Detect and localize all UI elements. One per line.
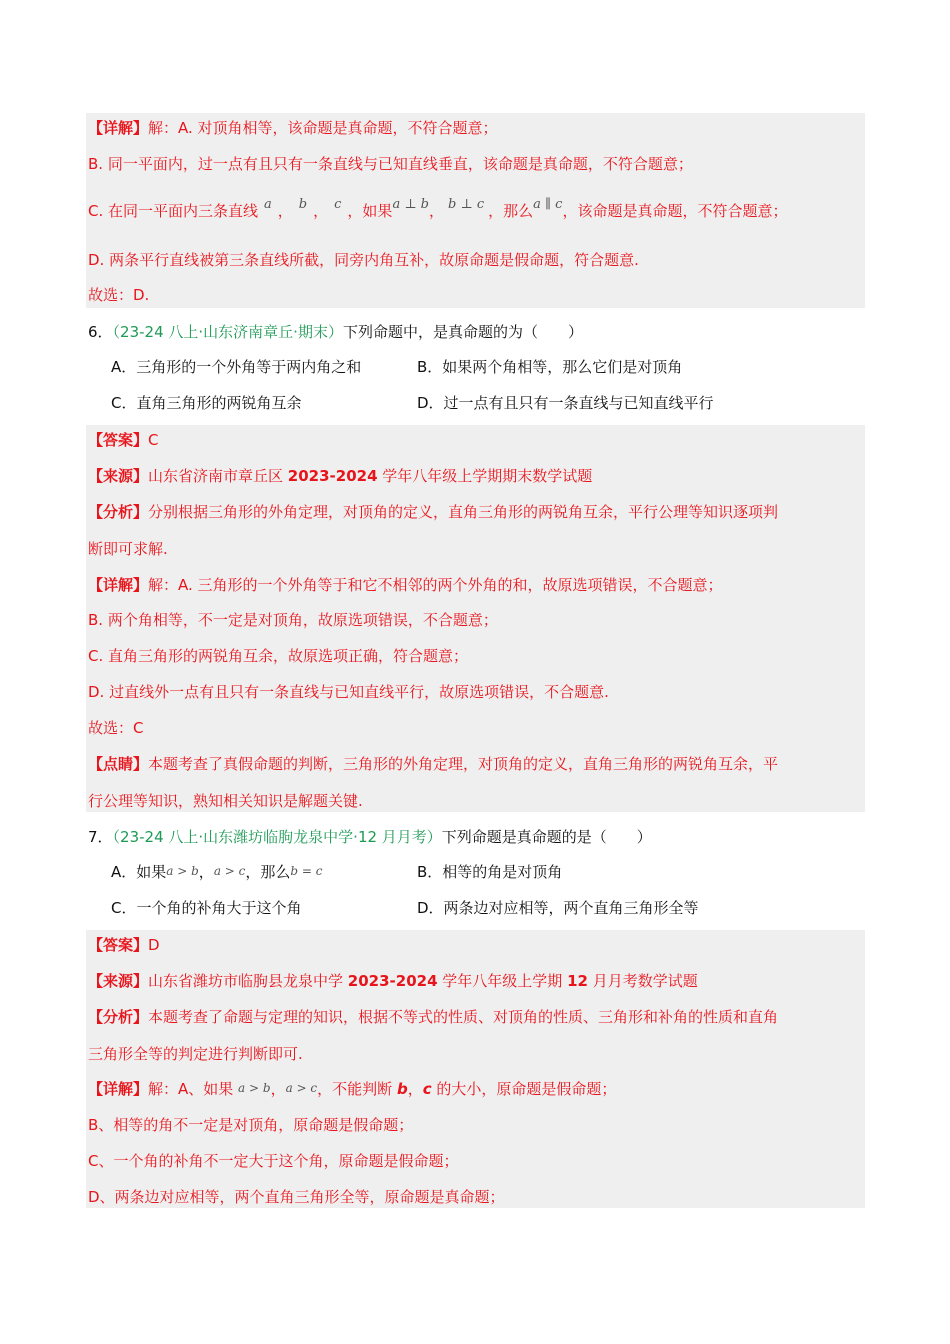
var-c: c [422, 1080, 432, 1098]
detail-text: 解：A. 对顶角相等，该命题是真命题，不符合题意； [148, 119, 498, 137]
question-source: （23-24 八上·山东潍坊临朐龙泉中学·12 月月考） [112, 828, 442, 846]
q6-option-d: D．过一点有且只有一条直线与已知直线平行 [417, 394, 714, 412]
q5-choose: 故选：D. [88, 286, 150, 304]
q7-origin [88, 971, 698, 991]
math-b-perp-c: b ⊥ c [448, 197, 485, 212]
question-stem: 下列命题是真命题的是（ ） [441, 828, 652, 846]
q7-detail-a [88, 1079, 616, 1100]
q5-detail-d: D. 两条平行直线被第三条直线所截，同旁内角互补，故原命题是假命题，符合题意. [88, 251, 639, 269]
detail-text-2: ，不能判断 [317, 1080, 397, 1098]
q6-option-b: B．如果两个角相等，那么它们是对顶角 [417, 358, 683, 376]
analysis-text: 分别根据三角形的外角定理，对顶角的定义，直角三角形的两锐角互余，平行公理等知识逐项判 [148, 503, 779, 521]
q7-option-a [111, 862, 322, 883]
q7-detail-d: D、两条边对应相等，两个直角三角形全等，原命题是真命题； [88, 1188, 505, 1206]
math-b: b [298, 197, 308, 212]
q7-option-b: B．相等的角是对顶角 [417, 863, 563, 881]
analysis-text: 本题考查了命题与定理的知识，根据不等式的性质、对顶角的性质、三角形和补角的性质和直角 [148, 1008, 779, 1026]
origin-text-3: 月月考数学试题 [587, 972, 698, 990]
math-a-gt-c: a > c [285, 1081, 318, 1095]
var-b: b [396, 1080, 408, 1098]
question-stem: 下列命题中，是真命题的为（ ） [342, 323, 583, 341]
math-a-par-c: a ∥ c [533, 197, 563, 212]
origin-label: 【来源】 [88, 467, 149, 485]
origin-year: 2023-2024 [287, 467, 378, 485]
q5-detail-b: B. 同一平面内，过一点有且只有一条直线与已知直线垂直，该命题是真命题，不符合题意； [88, 155, 693, 173]
q7-analysis-1 [88, 1007, 778, 1027]
detail-label: 【详解】 [88, 1080, 149, 1098]
detail-text-1: 解：A、如果 [148, 1080, 239, 1098]
math-c: c [334, 197, 342, 212]
question-number: 7． [88, 828, 113, 846]
q5-c-then: ，那么 [488, 202, 534, 220]
answer-label: 【答案】 [88, 431, 149, 449]
math-a-gt-b: a > b [166, 864, 199, 878]
q7-option-c: C．一个角的补角大于这个角 [111, 899, 302, 917]
q7-option-d: D．两条边对应相等，两个直角三角形全等 [417, 899, 699, 917]
q6-detail-c: C. 直角三角形的两锐角互余，故原选项正确，符合题意； [88, 647, 469, 665]
q6-option-a: A．三角形的一个外角等于两内角之和 [111, 358, 362, 376]
q5-c-suffix: ，该命题是真命题，不符合题意； [562, 202, 788, 220]
q5-detail-c: C. 在同一平面内三条直线 a ， b ， c ，如果a ⊥ b， b ⊥ c ，那么a ∥ c，该命题是真命题，不符合题意； [88, 197, 788, 220]
q5-detail-a [88, 118, 498, 138]
detail-label: 【详解】 [88, 119, 149, 137]
detail-text: 解：A. 三角形的一个外角等于和它不相邻的两个外角的和，故原选项错误，不合题意； [148, 576, 723, 594]
q6-detail-a [88, 575, 723, 595]
math-a-gt-c: a > c [213, 864, 246, 878]
q5-c-prefix: C. 在同一平面内三条直线 [88, 202, 259, 220]
origin-text: 山东省济南市章丘区 [148, 467, 288, 485]
q6-analysis-2: 断即可求解. [88, 540, 168, 558]
math-b-eq-c: b = c [290, 864, 323, 878]
q7-analysis-2: 三角形全等的判定进行判断即可. [88, 1045, 303, 1063]
detail-sep: ， [270, 1080, 286, 1098]
q6-comment-2: 行公理等知识，熟知相关知识是解题关键. [88, 792, 363, 810]
detail-label: 【详解】 [88, 576, 149, 594]
detail-text-3: 的大小，原命题是假命题； [431, 1080, 617, 1098]
q5-c-if: ，如果 [347, 202, 393, 220]
q7-detail-b: B、相等的角不一定是对顶角，原命题是假命题； [88, 1116, 414, 1134]
origin-month: 12 [567, 972, 588, 990]
q6-detail-b: B. 两个角相等，不一定是对顶角，故原选项错误，不合题意； [88, 611, 498, 629]
q6-detail-d: D. 过直线外一点有且只有一条直线与已知直线平行，故原选项错误，不合题意. [88, 683, 609, 701]
q6-origin [88, 466, 592, 486]
math-a-perp-b: a ⊥ b [392, 197, 429, 212]
analysis-label: 【分析】 [88, 1008, 149, 1026]
question-number: 6． [88, 323, 113, 341]
question-source: （23-24 八上·山东济南章丘·期末） [112, 323, 343, 341]
q7-stem [88, 827, 652, 847]
q7-detail-c: C、一个角的补角不一定大于这个角，原命题是假命题； [88, 1152, 459, 1170]
answer-value: D [148, 936, 160, 954]
origin-text-2: 学年八年级上学期 [437, 972, 568, 990]
option-a-then: ，那么 [245, 863, 291, 881]
detail-comma: ， [407, 1080, 423, 1098]
q6-answer [88, 430, 159, 450]
q6-choose: 故选：C [88, 719, 144, 737]
math-a-gt-b: a > b [238, 1081, 271, 1095]
option-a-label: A．如果 [111, 863, 167, 881]
answer-value: C [148, 431, 159, 449]
q6-analysis-1 [88, 502, 778, 522]
q6-comment-1 [88, 754, 778, 774]
q6-option-c: C．直角三角形的两锐角互余 [111, 394, 302, 412]
origin-year: 2023-2024 [347, 972, 438, 990]
analysis-label: 【分析】 [88, 503, 149, 521]
q6-stem [88, 322, 583, 342]
origin-text: 山东省潍坊市临朐县龙泉中学 [148, 972, 348, 990]
answer-label: 【答案】 [88, 936, 149, 954]
math-a: a [264, 197, 272, 212]
origin-text-2: 学年八年级上学期期末数学试题 [377, 467, 593, 485]
q7-answer [88, 935, 160, 955]
comment-text: 本题考查了真假命题的判断，三角形的外角定理，对顶角的定义，直角三角形的两锐角互余，平 [148, 755, 779, 773]
origin-label: 【来源】 [88, 972, 149, 990]
comment-label: 【点睛】 [88, 755, 149, 773]
option-a-sep: ， [198, 863, 214, 881]
